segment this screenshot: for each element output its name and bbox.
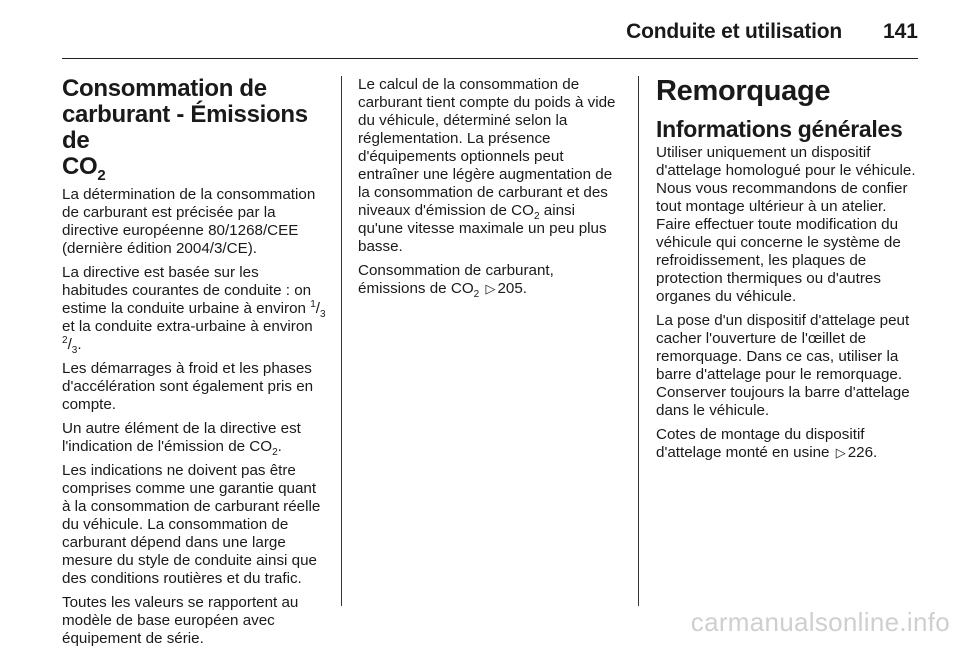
paragraph-homologated-device: Utiliser uniquement un dispositif d'attelage homologué pour le véhicule. Nous vous recommandons de confier tout montage ultérieur à un atelier. Faire effectuer toute modification du véhicule qui concerne le système de refroidissement, les plaques de protection thermiques ou d'autres organes du véhicule. <box>656 144 916 305</box>
page-header <box>62 18 918 44</box>
paragraph-towing-eye: La pose d'un dispositif d'attelage peut cacher l'ouverture de l'œillet de remorquage. Dans ce cas, utiliser la barre d'attelage pour le remorquage. Conserver toujours la barre d'attelage dans le véhicule. <box>656 312 910 419</box>
section-heading-general-info: Informations générales <box>656 116 903 142</box>
column-divider-2 <box>638 76 639 606</box>
paragraph-co2-indication: Un autre élément de la directive est l'indication de l'émission de $CO_2$. <box>62 420 301 459</box>
paragraph-driving-habits: La directive est basée sur les habitudes courantes de conduite : on estime la conduite urbaine à environ $^1/_3$ et la conduite extra-urbaine à environ $^2/_3$. <box>62 264 326 357</box>
paragraph-mounting-dimensions: Cotes de montage du dispositif d'attelage monté en usine ▷ 226. <box>656 426 878 461</box>
header-divider <box>62 58 918 59</box>
page-reference-icon: ▷ <box>835 445 846 460</box>
column-divider-1 <box>341 76 342 606</box>
paragraph-no-guarantee: Les indications ne doivent pas être comprises comme une garantie quant à la consommation de carburant réelle du véhicule. La consommation de carburant dépend dans une large mesure du style de conduite ainsi que des conditions routières et du trafic. <box>62 462 321 587</box>
page-reference-icon: ▷ <box>485 281 496 296</box>
section-heading-fuel-consumption: Consommation de carburant - Émissions de $CO_2$ <box>62 75 308 184</box>
page-number: 141 <box>882 20 918 43</box>
paragraph-weight-calc: Le calcul de la consommation de carburant tient compte du poids à vide du véhicule, déterminé selon la réglementation. La présence d'équipements optionnels peut entraîner une légère augmentation de la consommation de carburant et des niveaux d'émission de $CO_2$ ainsi qu'une vitesse maximale un peu plus basse. <box>358 76 616 255</box>
page-reference-link[interactable]: 205. <box>497 280 527 297</box>
watermark: carmanualsonline.info <box>690 607 950 637</box>
paragraph-cold-starts: Les démarrages à froid et les phases d'accélération sont également pris en compte. <box>62 360 314 413</box>
paragraph-base-model: Toutes les valeurs se rapportent au modèle de base européen avec équipement de série. <box>62 594 299 647</box>
column-1 <box>62 76 328 654</box>
running-title: Conduite et utilisation <box>626 20 842 43</box>
paragraph-directive: La détermination de la consommation de carburant est précisée par la directive européenne 80/1268/CEE (dernière édition 2004/3/CE). <box>62 186 316 257</box>
column-3 <box>656 76 922 468</box>
chapter-heading-towing: Remorquage <box>656 75 831 107</box>
paragraph-cross-reference: Consommation de carburant, émissions de $CO_2$ ▷ 205. <box>358 262 554 301</box>
page-reference-link[interactable]: 226. <box>847 444 878 461</box>
column-2 <box>358 76 624 304</box>
